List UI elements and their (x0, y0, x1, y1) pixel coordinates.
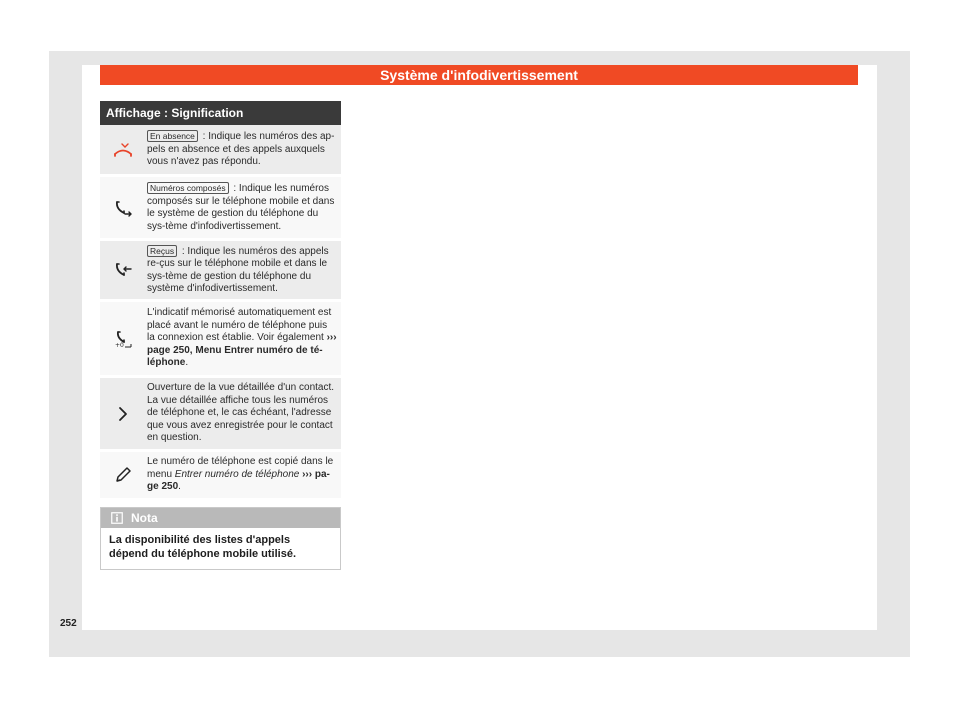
row-text-end: . (185, 357, 189, 369)
dialed-call-icon (100, 177, 145, 238)
table-row (100, 452, 341, 501)
table-row (100, 125, 341, 177)
reference-arrows: ››› (326, 332, 337, 344)
note-title: Nota (131, 511, 158, 525)
missed-calls-chip: En absence (147, 130, 198, 142)
table-row (100, 378, 341, 452)
svg-text:+0: +0 (114, 341, 124, 348)
page-number: 252 (60, 618, 77, 629)
row-text: : Indique les numéros des appels re-çus sur le téléphone mobile et dans le sys-tème de gestion du téléphone du système d'infodivertissement. (147, 245, 329, 294)
table-header: Affichage : Signification (100, 101, 341, 125)
table-row (100, 302, 341, 378)
row-text: : Indique les numéros composés sur le téléphone mobile et dans le système de gestion du téléphone du sys-tème d'infodivertissement. (147, 183, 335, 232)
display-meaning-table (100, 101, 341, 501)
note-box (100, 507, 341, 570)
table-row (100, 241, 341, 302)
note-header (101, 508, 340, 528)
received-chip: Reçus (147, 245, 177, 257)
row-text: Le numéro de téléphone est copié dans le menu (147, 456, 334, 480)
page-reference-link[interactable]: page 250, Menu Entrer numéro de té-léphone (147, 344, 323, 369)
row-text: : Indique les numéros des ap-pels en absence et des appels auxquels vous n'avez pas répondu. (147, 131, 335, 168)
note-body: La disponibilité des listes d'appels dépend du téléphone mobile utilisé. (109, 534, 297, 560)
menu-name: Entrer numéro de téléphone (174, 468, 300, 480)
pencil-icon (100, 452, 145, 498)
reference-arrows: ››› (299, 468, 313, 480)
page-reference-link[interactable]: pa-ge 250 (147, 468, 330, 493)
missed-call-icon (100, 125, 145, 174)
row-text: Ouverture de la vue détaillée d'un contact. La vue détaillée affiche tous les numéros de téléphone et, le cas échéant, l'adresse que vous avez enregistrée pour le contact en question. (147, 382, 335, 444)
prefix-phone-icon (100, 302, 145, 375)
section-header: Système d'infodivertissement (100, 65, 858, 85)
row-text-end: . (178, 481, 181, 493)
dialed-numbers-chip: Numéros composés (147, 182, 229, 194)
chevron-right-icon (100, 378, 145, 449)
info-icon (111, 512, 123, 524)
table-row (100, 177, 341, 241)
received-call-icon (100, 241, 145, 299)
row-text: L'indicatif mémorisé automatiquement est placé avant le numéro de téléphone puis la connexion est établie. Voir également (147, 307, 332, 344)
